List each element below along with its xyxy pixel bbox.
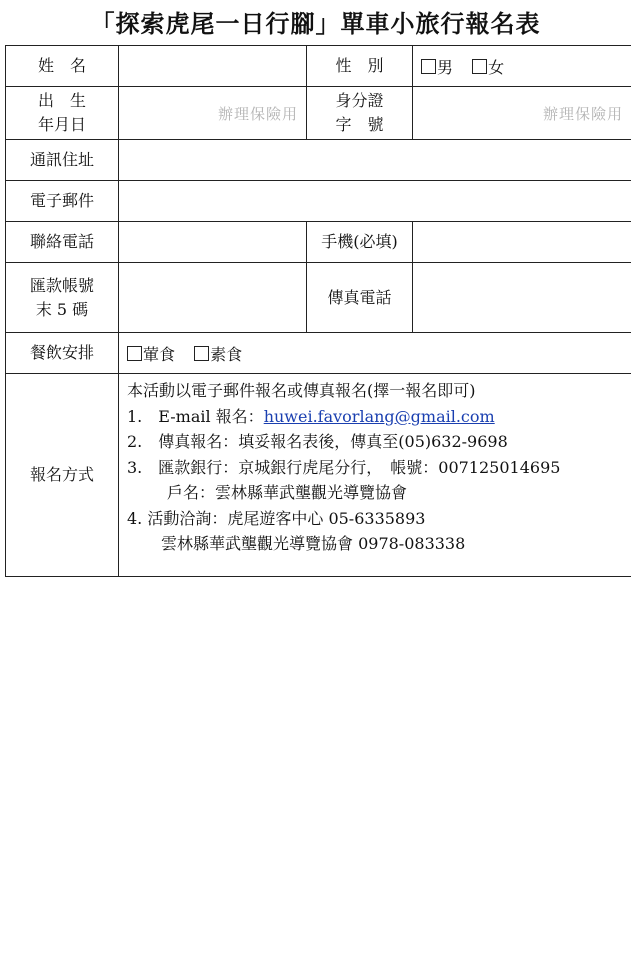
veg-label: 素食 — [210, 344, 243, 364]
female-label: 女 — [488, 57, 505, 77]
meal-option-meat[interactable] — [127, 342, 175, 365]
method-intro: 本活動以電子郵件報名或傳真報名(擇一報名即可) — [127, 381, 476, 400]
mobile-field[interactable] — [413, 222, 631, 263]
row-phone — [6, 222, 631, 263]
phone-label: 聯絡電話 — [6, 222, 119, 263]
address-field[interactable] — [119, 140, 631, 181]
gender-option-female[interactable] — [472, 55, 504, 78]
method-item-email-prefix: 1. E-mail 報名： — [127, 406, 264, 426]
gender-option-male[interactable] — [421, 55, 453, 78]
birth-field[interactable]: 辦理保險用 — [119, 87, 307, 140]
id-field[interactable]: 辦理保險用 — [413, 87, 631, 140]
meal-option-veg[interactable] — [194, 342, 242, 365]
female-checkbox[interactable] — [472, 59, 487, 74]
meat-checkbox[interactable] — [127, 346, 142, 361]
account-label — [6, 263, 119, 333]
name-field[interactable] — [119, 46, 307, 87]
fax-field[interactable] — [413, 263, 631, 333]
meal-label: 餐飲安排 — [6, 333, 119, 374]
registration-form-table — [5, 45, 631, 577]
row-account-fax — [6, 263, 631, 333]
male-checkbox[interactable] — [421, 59, 436, 74]
row-address — [6, 140, 631, 181]
method-item-bank: 3. 匯款銀行：京城銀行虎尾分行， 帳號：007125014695 — [127, 457, 561, 477]
row-birth-id — [6, 87, 631, 140]
method-content — [119, 374, 631, 577]
veg-checkbox[interactable] — [194, 346, 209, 361]
method-item-bank-name: 戶名：雲林縣華武壟觀光導覽協會 — [167, 483, 408, 502]
id-label — [307, 87, 413, 140]
email-label: 電子郵件 — [6, 181, 119, 222]
row-meal — [6, 333, 631, 374]
email-field[interactable] — [119, 181, 631, 222]
name-label: 姓 名 — [6, 46, 119, 87]
birth-label — [6, 87, 119, 140]
male-label: 男 — [437, 57, 454, 77]
meat-label: 葷食 — [143, 344, 176, 364]
form-title: 「探索虎尾一日行腳」單車小旅行報名表 — [90, 10, 541, 38]
row-email — [6, 181, 631, 222]
method-label: 報名方式 — [6, 374, 119, 577]
id-label-line1: 身分證 — [335, 91, 384, 110]
method-item-contact: 4. 活動洽詢：虎尾遊客中心 05-6335893 — [127, 508, 426, 528]
row-method — [6, 374, 631, 577]
account-label-line1: 匯款帳號 — [29, 275, 94, 295]
meal-options — [119, 333, 631, 374]
fax-label: 傳真電話 — [307, 263, 413, 333]
birth-label-line1: 出 生 — [37, 91, 86, 110]
address-label: 通訊住址 — [6, 140, 119, 181]
email-link[interactable]: huwei.favorlang@gmail.com — [263, 406, 495, 426]
gender-label: 性 別 — [307, 46, 413, 87]
phone-field[interactable] — [119, 222, 307, 263]
account-label-line2: 末 5 碼 — [35, 299, 89, 319]
mobile-label: 手機(必填) — [307, 222, 413, 263]
id-label-line2: 字 號 — [335, 115, 384, 134]
account-field[interactable] — [119, 263, 307, 333]
method-item-contact-line2: 雲林縣華武壟觀光導覽協會 0978-083338 — [161, 534, 466, 553]
row-name-gender — [6, 46, 631, 87]
method-item-email — [127, 404, 631, 430]
gender-options — [413, 46, 631, 87]
method-item-fax: 2. 傳真報名：填妥報名表後，傳真至(05)632-9698 — [127, 432, 508, 451]
birth-label-line2: 年月日 — [37, 115, 86, 134]
